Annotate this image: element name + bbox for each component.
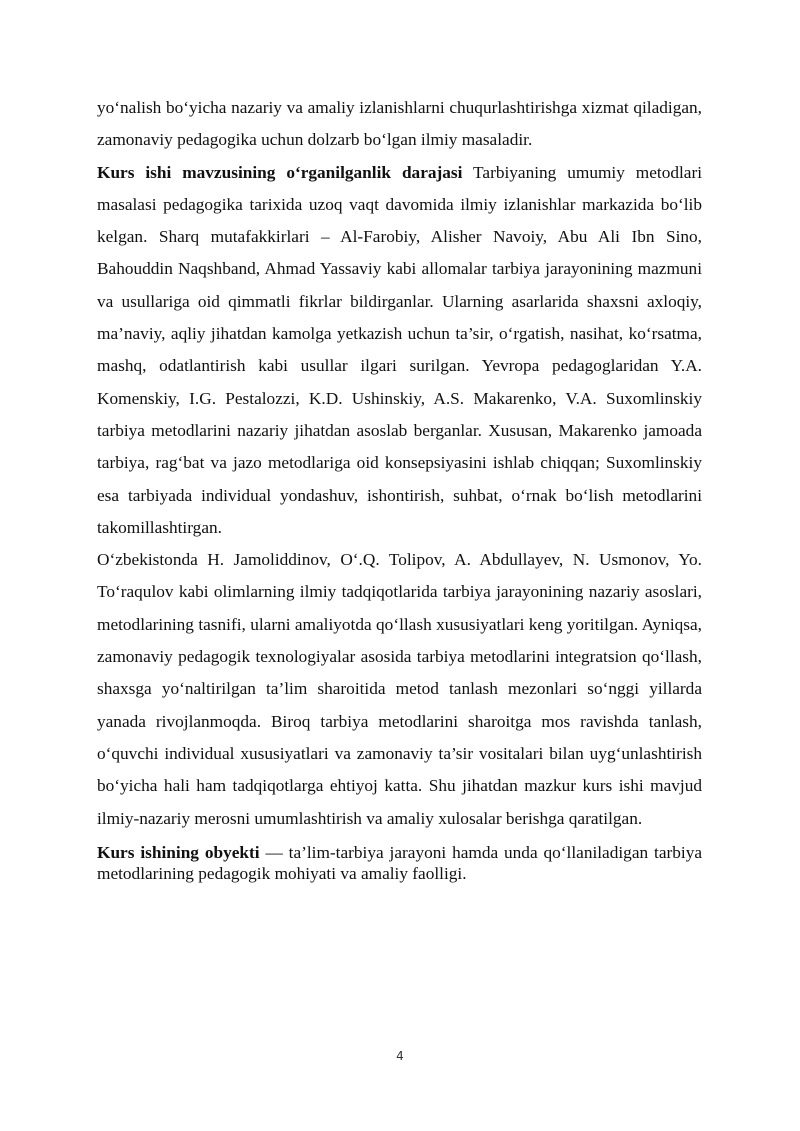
study-level-text: Tarbiyaning umumiy metodlari masalasi pedagogika tarixida uzoq vaqt davomida ilmiy izlanishlar markazida bo‘lib kelgan. Sharq mutafakkirlari – Al-Farobiy, Alisher Navoiy, Abu Ali Ibn Sino, Bahouddin Naqshband, Ahmad Yassaviy kabi allomalar tarbiya jarayonining mazmuni va usullariga oid qimmatli fikrlar bildirganlar. Ularning asarlarida shaxsni axloqiy, ma’naviy, aqliy jihatdan kamolga yetkazish uchun ta’sir, o‘rgatish, nasihat, ko‘rsatma, mashq, odatlantirish kabi usullar ilgari surilgan. Yevropa pedagoglaridan Y.A. Komenskiy, I.G. Pestalozzi, K.D. Ushinskiy, A.S. Makarenko, V.A. Suxomlinskiy tarbiya metodlarini nazariy jihatdan asoslab berganlar. Xususan, Makarenko jamoada tarbiya, rag‘bat va jazo metodlariga oid konsepsiyasini ishlab chiqqan; Suxomlinskiy esa tarbiyada individual yondashuv, ishontirish, suhbat, o‘rnak bo‘lish metodlarini takomillashtirgan. [97,162,703,537]
body-text [97,92,702,884]
paragraph-object [97,842,702,884]
heading-study-level: Kurs ishi mavzusining o‘rganilganlik darajasi [97,162,463,182]
paragraph-study-level [97,157,702,545]
object-text: — ta’lim-tarbiya jarayoni hamda unda qo‘llaniladigan tarbiya metodlarining pedagogik mohiyati va amaliy faolligi. [97,842,702,883]
heading-object: Kurs ishining obyekti [97,842,260,862]
paragraph-uzbek-scholars: O‘zbekistonda H. Jamoliddinov, O‘.Q. Tolipov, A. Abdullayev, N. Usmonov, Yo. To‘raqulov kabi olimlarning ilmiy tadqiqotlarida tarbiya jarayonining nazariy asoslari, metodlarining tasnifi, ularni amaliyotda qo‘llash xususiyatlari keng yoritilgan. Ayniqsa, zamonaviy pedagogik texnologiyalar asosida tarbiya metodlarini integratsion qo‘llash, shaxsga yo‘naltirilgan ta’lim sharoitida metod tanlash mezonlari so‘nggi yillarda yanada rivojlanmoqda. Biroq tarbiya metodlarini sharoitga mos ravishda tanlash, o‘quvchi individual xususiyatlari va zamonaviy ta’sir vositalari bilan uyg‘unlashtirish bo‘yicha hali ham tadqiqotlarga ehtiyoj katta. Shu jihatdan mazkur kurs ishi mavjud ilmiy-nazariy merosni umumlashtirish va amaliy xulosalar berishga qaratilgan. [97,550,702,828]
paragraph-intro-continuation: yo‘nalish bo‘yicha nazariy va amaliy izlanishlarni chuqurlashtirishga xizmat qiladigan, zamonaviy pedagogika uchun dolzarb bo‘lgan ilmiy masaladir. [97,98,702,150]
page-number: 4 [396,1049,404,1063]
